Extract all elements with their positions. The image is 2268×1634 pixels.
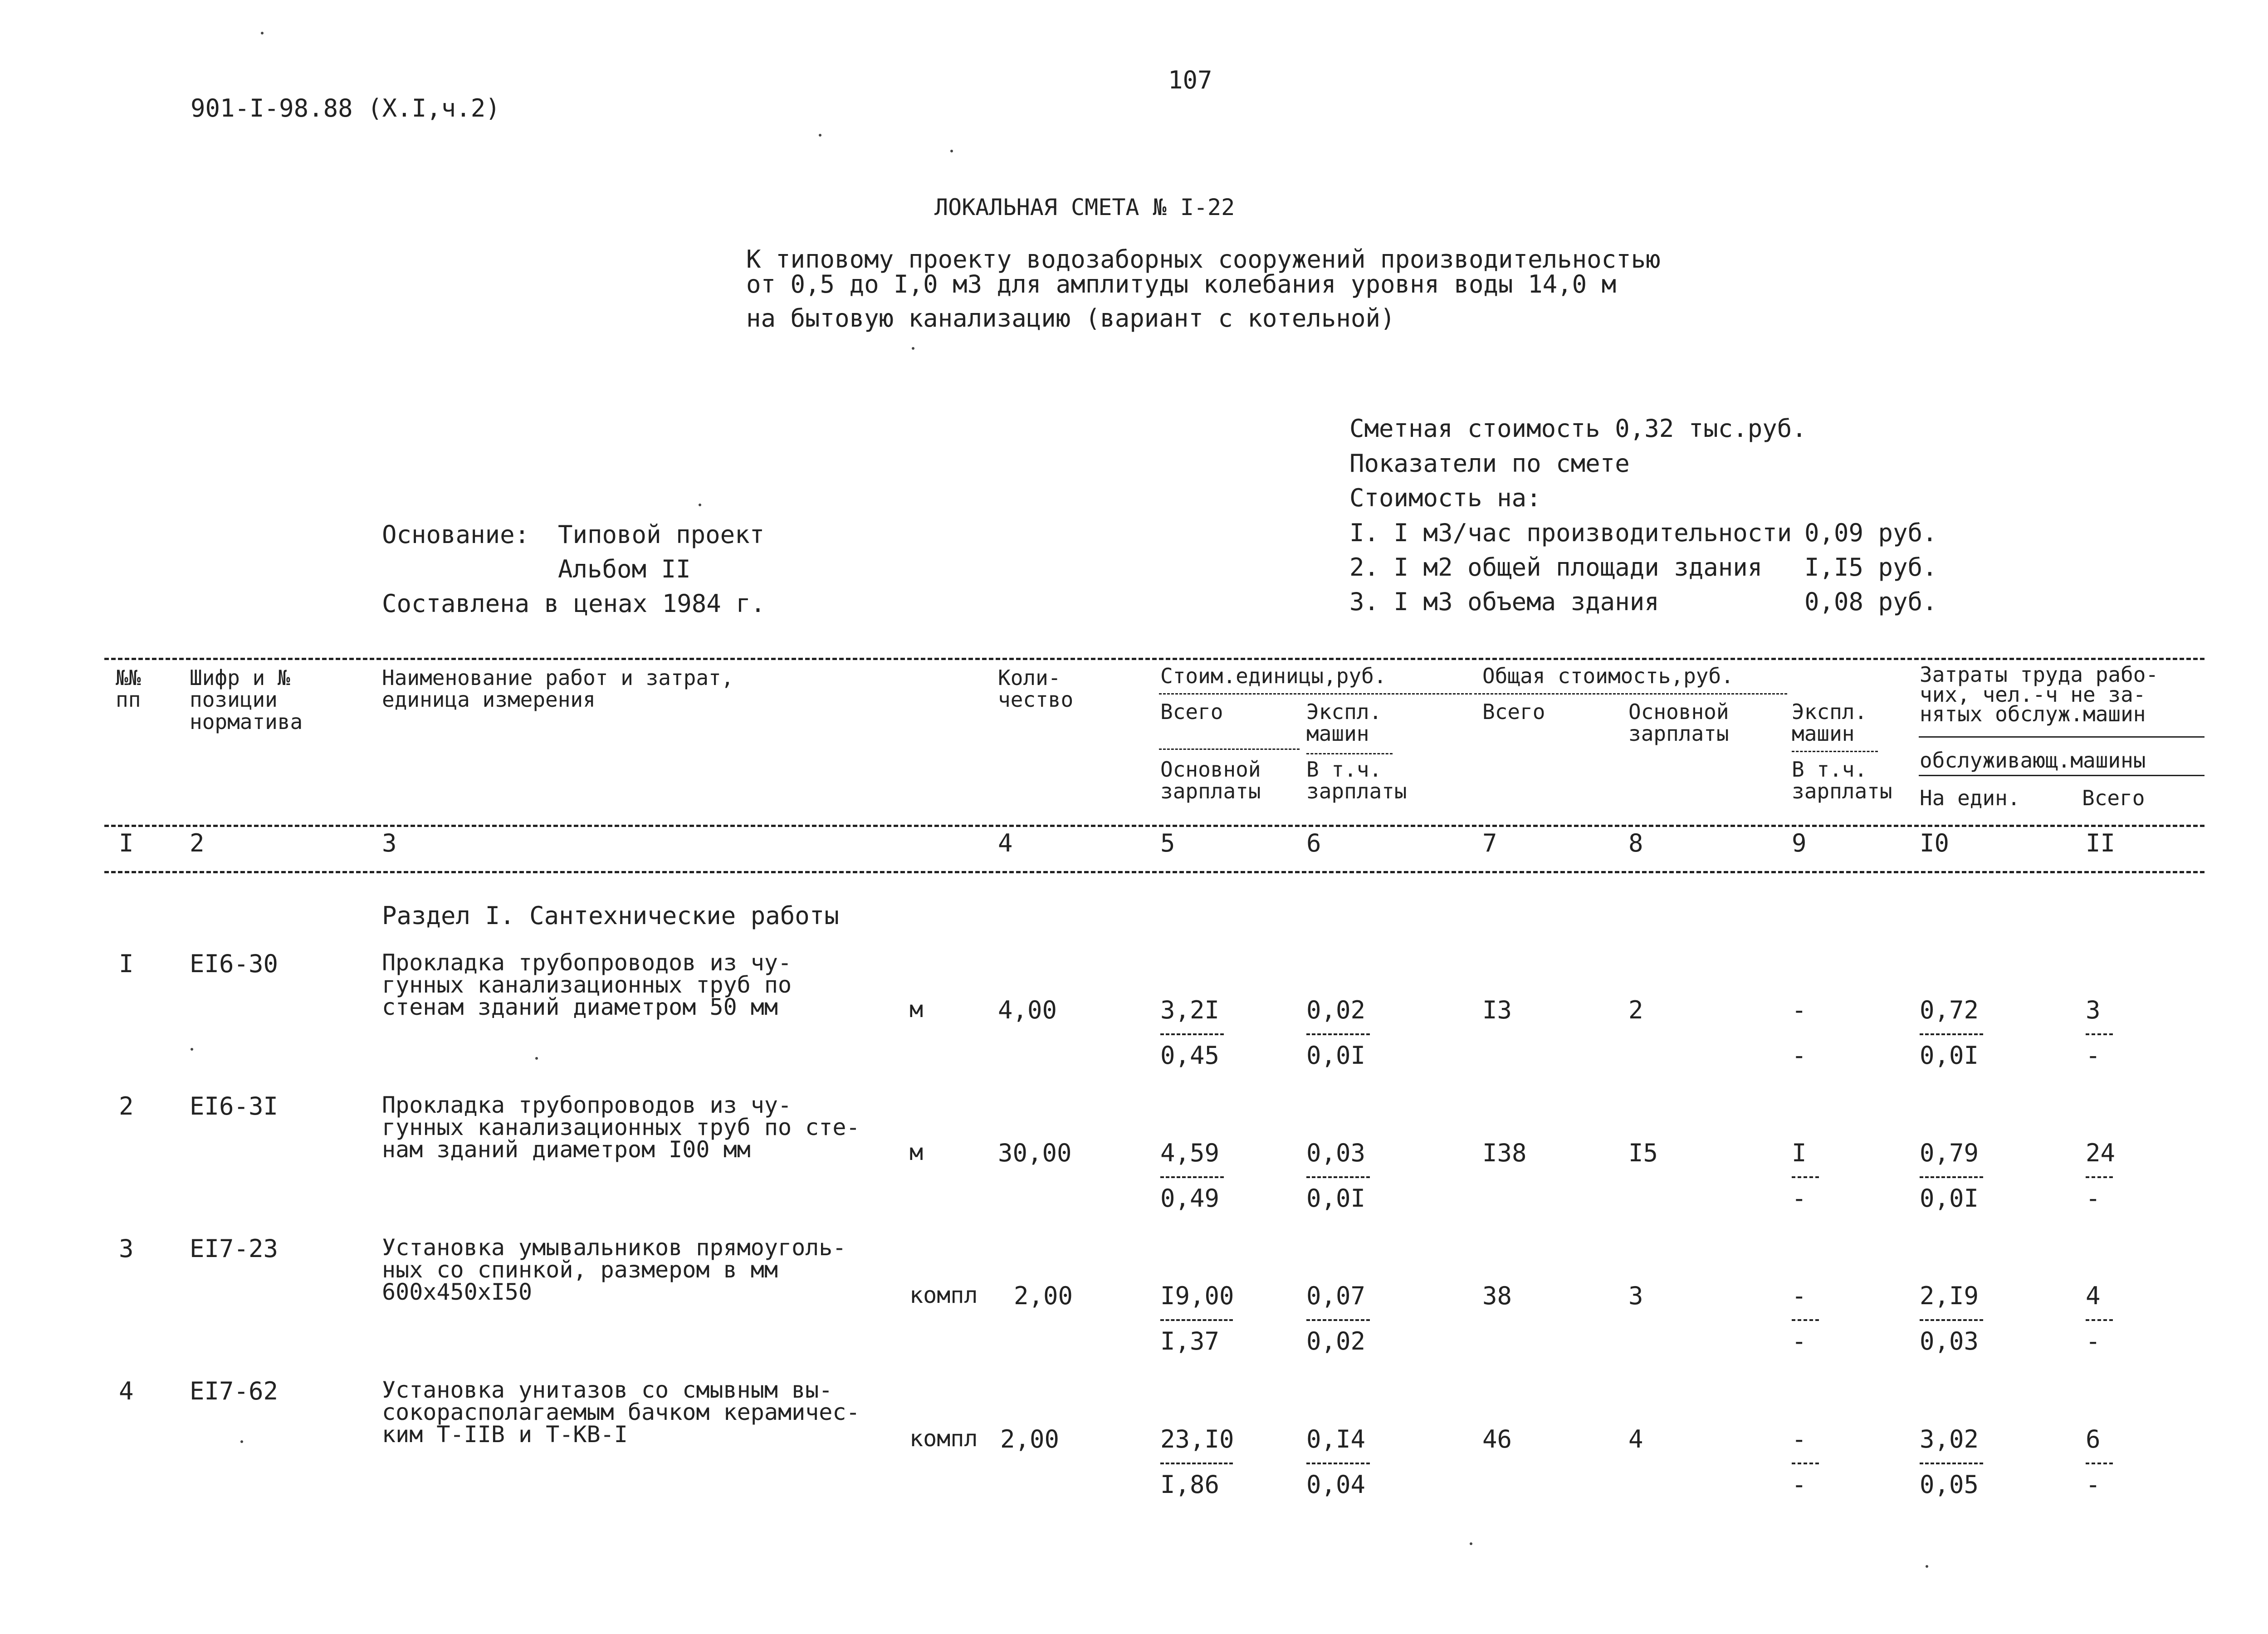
column-number: I0: [1920, 829, 1950, 857]
row-unit-machines: 0,02: [1306, 996, 1366, 1024]
header-total-machines-wage: В т.ч. зарплаты: [1792, 757, 1892, 804]
header-unit-machines-wage: В т.ч. зарплаты: [1306, 757, 1407, 804]
row-total-wage: 2: [1628, 996, 1643, 1024]
row-unit-total: 4,59: [1160, 1139, 1220, 1167]
row-code: EI6-3I: [190, 1092, 279, 1120]
header-work-name: Наименование работ и затрат, единица измерения: [382, 665, 734, 712]
row-total-machines-wage: -: [1792, 1041, 1807, 1070]
header-bottom-rule: [104, 825, 2204, 827]
labor-service-rule: [1919, 775, 2204, 776]
row-unit-machines: 0,03: [1306, 1139, 1366, 1167]
total-machines-subrule: [1792, 751, 1878, 752]
header-row-number: №№ пп: [116, 665, 141, 712]
table-top-rule: [104, 658, 2204, 660]
row-total-machines: -: [1792, 1425, 1807, 1453]
basis-project: Типовой проект: [558, 520, 765, 549]
row-unit: м: [909, 996, 924, 1022]
scan-speck: [699, 504, 701, 506]
header-quantity: Коли- чество: [998, 665, 1074, 712]
column-number: 8: [1628, 829, 1643, 857]
header-unit-machines: Экспл. машин: [1306, 700, 1382, 746]
row-total-machines: -: [1792, 996, 1807, 1024]
subtitle-line-3: на бытовую канализацию (вариант с котельной): [746, 304, 1395, 333]
row-total-wage: 4: [1628, 1425, 1643, 1453]
scan-speck: [240, 1440, 243, 1443]
row-unit-machines: 0,I4: [1306, 1425, 1366, 1453]
row-labor-total-machines: -: [2086, 1184, 2101, 1213]
indicator-label: 3. I м3 объема здания: [1349, 587, 1659, 616]
scan-speck: [191, 1048, 193, 1051]
indicator-value: 0,09 руб.: [1804, 519, 1937, 547]
row-labor-total: 24: [2086, 1139, 2116, 1167]
header-labor-service: обслуживающ.машины: [1920, 748, 2146, 773]
row-quantity: 2,00: [1000, 1425, 1060, 1453]
column-numbers-rule: [104, 871, 2204, 873]
row-number: I: [119, 949, 134, 978]
column-number: 5: [1160, 829, 1175, 857]
row-labor-unit-machines: 0,03: [1920, 1327, 1979, 1355]
row-total: 38: [1482, 1282, 1512, 1310]
row-labor-total: 4: [2086, 1282, 2101, 1310]
indicator-value: 0,08 руб.: [1804, 587, 1937, 616]
unit-machines-subrule: [1306, 753, 1393, 754]
indicators-label: Показатели по смете: [1349, 449, 1630, 478]
row-quantity: 2,00: [1014, 1282, 1073, 1310]
scan-speck: [261, 32, 264, 34]
total-group-rule: [1474, 693, 1787, 695]
column-number: 7: [1482, 829, 1497, 857]
unit-group-rule: [1159, 693, 1472, 695]
row-total-wage: I5: [1628, 1139, 1658, 1167]
row-labor-unit: 0,72: [1920, 996, 1979, 1024]
scan-speck: [535, 1057, 538, 1060]
basis-label: Основание:: [382, 520, 530, 549]
header-code: Шифр и № позиции норматива: [190, 665, 303, 734]
indicator-value: I,I5 руб.: [1804, 553, 1937, 582]
row-unit-total: I9,00: [1160, 1282, 1234, 1310]
row-total: I38: [1482, 1139, 1527, 1167]
row-labor-total: 3: [2086, 996, 2101, 1024]
row-labor-unit: 2,I9: [1920, 1282, 1979, 1310]
indicator-label: 2. I м2 общей площади здания: [1349, 553, 1763, 582]
row-unit-total: 3,2I: [1160, 996, 1220, 1024]
row-labor-unit-machines: 0,0I: [1920, 1184, 1979, 1213]
page-number: 107: [1168, 66, 1212, 94]
row-total-machines-wage: -: [1792, 1327, 1807, 1355]
row-labor-total: 6: [2086, 1425, 2101, 1453]
section-title: Раздел I. Сантехнические работы: [382, 901, 839, 930]
row-unit-wage: I,37: [1160, 1327, 1220, 1355]
row-total-wage: 3: [1628, 1282, 1643, 1310]
header-total-total: Всего: [1482, 700, 1545, 724]
column-number: 4: [998, 829, 1013, 857]
estimate-title: ЛОКАЛЬНАЯ СМЕТА № I-22: [934, 194, 1235, 220]
basis-album: Альбом II: [558, 555, 691, 583]
header-unit-base-wage: Основной зарплаты: [1160, 757, 1261, 804]
row-unit-machines-wage: 0,04: [1306, 1470, 1366, 1499]
row-code: EI7-23: [190, 1234, 279, 1263]
document-code: 901-I-98.88 (X.I,ч.2): [191, 94, 500, 122]
row-unit: компл: [909, 1282, 978, 1308]
estimated-cost: Сметная стоимость 0,32 тыс.руб.: [1349, 414, 1807, 443]
row-name: Прокладка трубопроводов из чу- гунных канализационных труб по сте- нам зданий диаметром I00 мм: [382, 1092, 860, 1163]
row-number: 2: [119, 1092, 134, 1120]
row-labor-unit-machines: 0,0I: [1920, 1041, 1979, 1070]
unit-subdivider-rule: [1159, 749, 1300, 750]
row-unit-machines: 0,07: [1306, 1282, 1366, 1310]
row-code: EI7-62: [190, 1377, 279, 1405]
column-number: 9: [1792, 829, 1807, 857]
row-total-machines: I: [1792, 1139, 1807, 1167]
row-number: 4: [119, 1377, 134, 1405]
scan-speck: [1926, 1565, 1928, 1568]
indicator-label: I. I м3/час производительности: [1349, 519, 1792, 547]
scan-speck: [1470, 1542, 1472, 1545]
row-total-machines-wage: -: [1792, 1470, 1807, 1499]
header-total-cost-group: Общая стоимость,руб.: [1482, 664, 1734, 688]
row-labor-total-machines: -: [2086, 1327, 2101, 1355]
header-total-machines: Экспл. машин: [1792, 700, 1867, 746]
row-number: 3: [119, 1234, 134, 1263]
row-unit-machines-wage: 0,02: [1306, 1327, 1366, 1355]
row-total: 46: [1482, 1425, 1512, 1453]
row-unit-wage: I,86: [1160, 1470, 1220, 1499]
column-number: II: [2086, 829, 2116, 857]
header-unit-total: Всего: [1160, 700, 1223, 724]
row-quantity: 4,00: [998, 996, 1057, 1024]
row-labor-unit: 3,02: [1920, 1425, 1979, 1453]
cost-on-label: Стоимость на:: [1349, 484, 1541, 512]
row-unit-wage: 0,45: [1160, 1041, 1220, 1070]
scan-speck: [950, 150, 953, 152]
row-name: Прокладка трубопроводов из чу- гунных канализационных труб по стенам зданий диаметром 50 мм: [382, 949, 792, 1020]
row-unit-machines-wage: 0,0I: [1306, 1041, 1366, 1070]
row-total-machines: -: [1792, 1282, 1807, 1310]
row-labor-unit-machines: 0,05: [1920, 1470, 1979, 1499]
subtitle-line-2: от 0,5 до I,0 м3 для амплитуды колебания уровня воды 14,0 м: [746, 270, 1617, 298]
row-quantity: 30,00: [998, 1139, 1072, 1167]
header-total-base-wage: Основной зарплаты: [1628, 700, 1729, 746]
row-code: EI6-30: [190, 949, 279, 978]
header-labor-per-unit: На един.: [1920, 786, 2020, 810]
labor-group-rule: [1919, 736, 2204, 738]
row-unit-total: 23,I0: [1160, 1425, 1234, 1453]
prices-year: Составлена в ценах 1984 г.: [382, 589, 766, 618]
row-name: Установка умывальников прямоуголь- ных со спинкой, размером в мм 600x450xI50: [382, 1234, 846, 1305]
row-total: I3: [1482, 996, 1512, 1024]
column-number: I: [119, 829, 134, 857]
column-number: 2: [190, 829, 205, 857]
row-unit-wage: 0,49: [1160, 1184, 1220, 1213]
column-number: 6: [1306, 829, 1321, 857]
row-unit: м: [909, 1139, 924, 1165]
header-labor-group: Затраты труда рабо- чих, чел.-ч не за- нятых обслуж.машин: [1920, 662, 2159, 727]
row-total-machines-wage: -: [1792, 1184, 1807, 1213]
header-labor-total: Всего: [2082, 786, 2145, 810]
row-unit: компл: [909, 1425, 978, 1452]
subtitle-line-1: К типовому проекту водозаборных сооружений производительностью: [746, 245, 1661, 274]
scan-speck: [912, 347, 914, 350]
row-labor-total-machines: -: [2086, 1041, 2101, 1070]
row-labor-total-machines: -: [2086, 1470, 2101, 1499]
row-unit-machines-wage: 0,0I: [1306, 1184, 1366, 1213]
row-labor-unit: 0,79: [1920, 1139, 1979, 1167]
header-unit-cost-group: Стоим.единицы,руб.: [1160, 664, 1387, 688]
scan-speck: [819, 134, 821, 137]
row-name: Установка унитазов со смывным вы- сокорасполагаемым бачком керамичес- ким Т-IIВ и Т-КВ-I: [382, 1377, 860, 1448]
column-number: 3: [382, 829, 397, 857]
